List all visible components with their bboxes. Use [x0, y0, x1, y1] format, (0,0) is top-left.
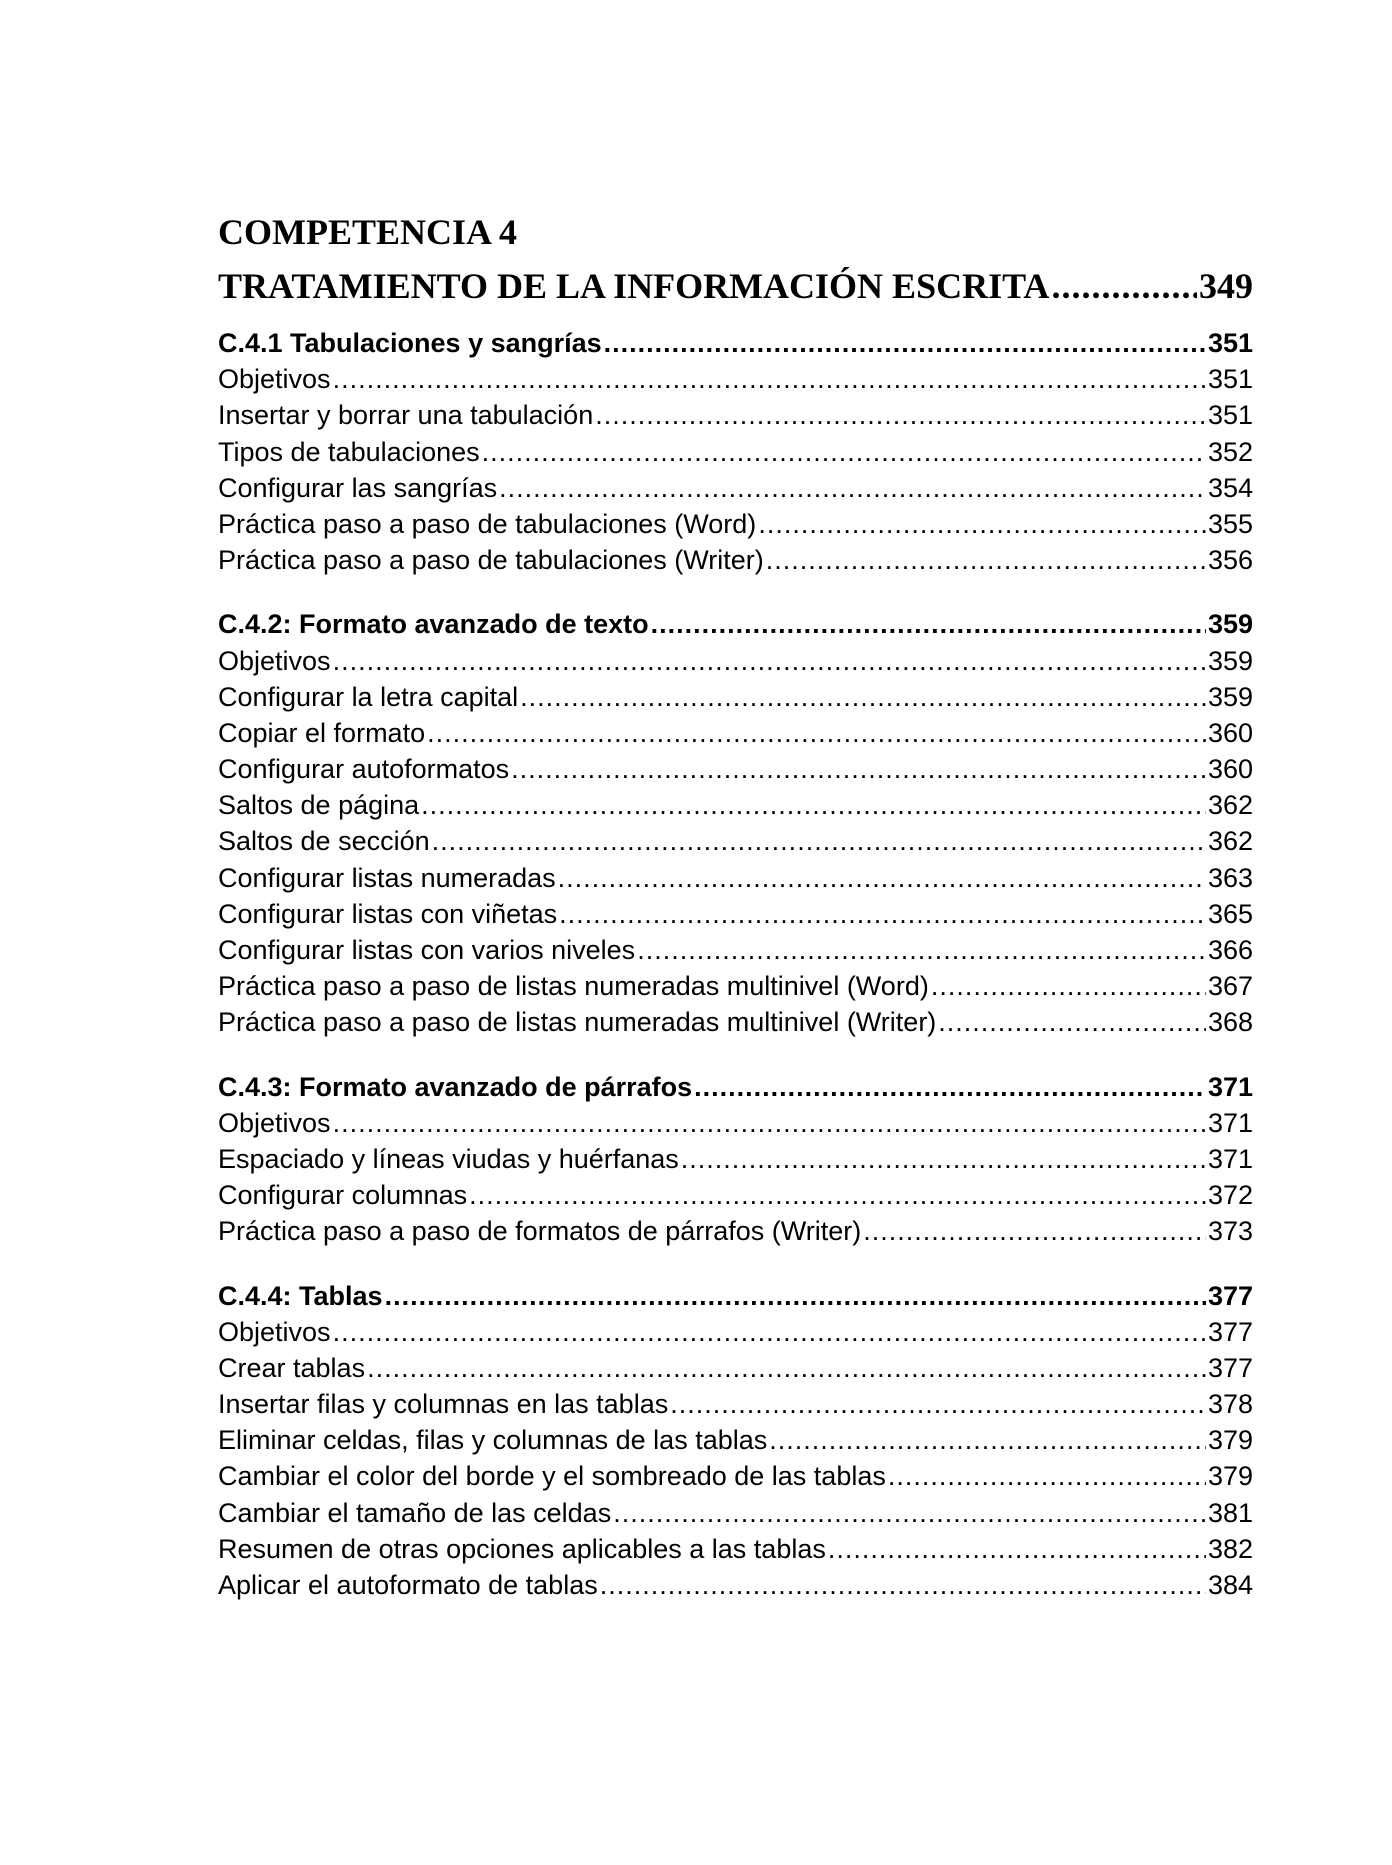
- entry-label: Insertar filas y columnas en las tablas: [218, 1389, 669, 1420]
- dot-leader: [469, 1177, 1206, 1213]
- entry-page-number: 362: [1207, 826, 1253, 857]
- entry-label: Configurar la letra capital: [218, 681, 519, 712]
- toc-entry[interactable]: [218, 1213, 1253, 1249]
- toc-entry[interactable]: [218, 1458, 1253, 1494]
- dot-leader: [888, 1458, 1206, 1494]
- dot-leader: [558, 860, 1206, 896]
- chapter-page-number: 349: [1199, 266, 1253, 306]
- entry-label: Objetivos: [218, 645, 331, 676]
- toc-entry[interactable]: [218, 1350, 1253, 1386]
- dot-leader: [613, 1495, 1206, 1531]
- entry-label: Configurar columnas: [218, 1180, 468, 1211]
- entry-label: Configurar listas con varios niveles: [218, 935, 636, 965]
- entry-label: Aplicar el autoformato de tablas: [218, 1570, 598, 1600]
- toc-entry[interactable]: [218, 932, 1253, 968]
- dot-leader: [769, 1422, 1206, 1458]
- toc-entry[interactable]: [218, 361, 1253, 397]
- entry-page-number: 360: [1207, 754, 1253, 785]
- toc-entry[interactable]: [218, 1386, 1253, 1422]
- dot-leader: [681, 1141, 1206, 1177]
- entry-page-number: 360: [1207, 717, 1253, 748]
- toc-entry[interactable]: [218, 1314, 1253, 1350]
- toc-entry[interactable]: [218, 751, 1253, 787]
- entry-page-number: 359: [1207, 681, 1253, 712]
- entry-page-number: 382: [1207, 1533, 1253, 1564]
- dot-leader: [931, 968, 1206, 1004]
- dot-leader: [333, 361, 1206, 397]
- entry-page-number: 379: [1207, 1461, 1253, 1492]
- entry-page-number: 359: [1207, 645, 1253, 676]
- chapter-title-entry: [218, 259, 1253, 313]
- dot-leader: [863, 1213, 1206, 1249]
- dot-leader: [828, 1531, 1206, 1567]
- entry-label: Configurar las sangrías: [218, 472, 498, 503]
- toc-entry[interactable]: [218, 470, 1253, 506]
- toc-entry[interactable]: [218, 968, 1253, 1004]
- dot-leader: [651, 606, 1206, 642]
- entry-page-number: 366: [1207, 935, 1253, 965]
- toc-entry[interactable]: [218, 434, 1253, 470]
- entry-label: Insertar y borrar una tabulación: [218, 400, 594, 431]
- toc-entry[interactable]: [218, 643, 1253, 679]
- toc-entry[interactable]: [218, 1531, 1253, 1567]
- section-heading[interactable]: [218, 325, 1253, 361]
- entry-page-number: 378: [1207, 1389, 1253, 1420]
- toc-entry[interactable]: [218, 1105, 1253, 1141]
- toc-entry[interactable]: [218, 860, 1253, 896]
- dot-leader: [499, 470, 1206, 506]
- entry-page-number: 363: [1207, 862, 1253, 893]
- entry-page-number: 377: [1207, 1352, 1253, 1383]
- dot-leader: [604, 325, 1206, 361]
- dot-leader: [385, 1278, 1206, 1314]
- dot-leader: [670, 1386, 1206, 1422]
- chapter-title-line2: TRATAMIENTO DE LA INFORMACIÓN ESCRITA: [218, 266, 1050, 306]
- entry-label: Cambiar el tamaño de las celdas: [218, 1497, 612, 1528]
- entry-label: Cambiar el color del borde y el sombreado de las tablas: [218, 1461, 886, 1492]
- entry-page-number: 367: [1207, 971, 1253, 1002]
- dot-leader: [432, 823, 1206, 859]
- toc-entry[interactable]: [218, 397, 1253, 433]
- toc-entry[interactable]: [218, 506, 1253, 542]
- entry-label: Configurar listas con viñetas: [218, 898, 558, 929]
- dot-leader: [333, 643, 1206, 679]
- dot-leader: [427, 715, 1206, 751]
- chapter-title-line1: COMPETENCIA 4: [218, 212, 518, 252]
- entry-label: Práctica paso a paso de tabulaciones (Word): [218, 508, 757, 539]
- toc-section: [218, 606, 1253, 1040]
- dot-leader: [511, 751, 1206, 787]
- entry-label: Copiar el formato: [218, 717, 426, 748]
- toc-sections: [218, 325, 1253, 1603]
- section-page-number: 377: [1207, 1280, 1253, 1311]
- entry-page-number: 351: [1207, 400, 1253, 431]
- entry-label: Práctica paso a paso de formatos de párrafos (Writer): [218, 1216, 862, 1247]
- toc-entry[interactable]: [218, 1495, 1253, 1531]
- entry-label: Objetivos: [218, 364, 331, 395]
- section-title: C.4.3: Formato avanzado de párrafos: [218, 1071, 693, 1102]
- entry-page-number: 381: [1207, 1497, 1253, 1528]
- dot-leader: [1051, 259, 1197, 313]
- entry-label: Eliminar celdas, filas y columnas de las tablas: [218, 1425, 768, 1456]
- toc-section: [218, 1278, 1253, 1604]
- entry-label: Objetivos: [218, 1107, 331, 1138]
- toc-entry[interactable]: [218, 1567, 1253, 1603]
- entry-label: Espaciado y líneas viudas y huérfanas: [218, 1143, 679, 1174]
- toc-entry[interactable]: [218, 1422, 1253, 1458]
- dot-leader: [766, 542, 1206, 578]
- dot-leader: [333, 1314, 1206, 1350]
- entry-label: Práctica paso a paso de tabulaciones (Writer): [218, 545, 764, 576]
- toc-entry[interactable]: [218, 542, 1253, 578]
- toc-entry[interactable]: [218, 1004, 1253, 1040]
- entry-page-number: 373: [1207, 1216, 1253, 1247]
- section-page-number: 371: [1207, 1071, 1253, 1102]
- dot-leader: [637, 932, 1206, 968]
- dot-leader: [333, 1105, 1206, 1141]
- dot-leader: [694, 1069, 1206, 1105]
- dot-leader: [520, 679, 1206, 715]
- dot-leader: [421, 787, 1206, 823]
- section-title: C.4.2: Formato avanzado de texto: [218, 609, 649, 640]
- section-page-number: 359: [1207, 609, 1253, 640]
- entry-page-number: 351: [1207, 364, 1253, 395]
- toc-entry[interactable]: [218, 896, 1253, 932]
- entry-page-number: 362: [1207, 790, 1253, 821]
- entry-label: Práctica paso a paso de listas numeradas multinivel (Writer): [218, 1007, 937, 1038]
- entry-page-number: 354: [1207, 472, 1253, 503]
- entry-page-number: 371: [1207, 1143, 1253, 1174]
- entry-page-number: 368: [1207, 1007, 1253, 1038]
- entry-page-number: 356: [1207, 545, 1253, 576]
- toc-section: [218, 1069, 1253, 1250]
- entry-page-number: 384: [1207, 1570, 1253, 1600]
- section-title: C.4.1 Tabulaciones y sangrías: [218, 328, 602, 358]
- toc-entry[interactable]: [218, 715, 1253, 751]
- entry-page-number: 371: [1207, 1107, 1253, 1138]
- table-of-contents: [218, 205, 1253, 1603]
- entry-label: Resumen de otras opciones aplicables a las tablas: [218, 1533, 826, 1564]
- dot-leader: [559, 896, 1206, 932]
- toc-entry[interactable]: [218, 787, 1253, 823]
- entry-label: Práctica paso a paso de listas numeradas multinivel (Word): [218, 971, 929, 1002]
- entry-page-number: 377: [1207, 1316, 1253, 1347]
- entry-page-number: 372: [1207, 1180, 1253, 1211]
- dot-leader: [758, 506, 1206, 542]
- section-heading[interactable]: [218, 1069, 1253, 1105]
- dot-leader: [595, 397, 1206, 433]
- dot-leader: [482, 434, 1206, 470]
- entry-page-number: 352: [1207, 436, 1253, 467]
- entry-page-number: 355: [1207, 508, 1253, 539]
- chapter-title: [218, 205, 1253, 313]
- entry-label: Crear tablas: [218, 1352, 366, 1383]
- section-page-number: 351: [1207, 328, 1253, 358]
- entry-label: Tipos de tabulaciones: [218, 436, 480, 467]
- section-heading[interactable]: [218, 606, 1253, 642]
- dot-leader: [367, 1350, 1206, 1386]
- entry-label: Objetivos: [218, 1316, 331, 1347]
- entry-label: Configurar listas numeradas: [218, 862, 556, 893]
- entry-page-number: 365: [1207, 898, 1253, 929]
- toc-entry[interactable]: [218, 1177, 1253, 1213]
- entry-label: Configurar autoformatos: [218, 754, 510, 785]
- toc-entry[interactable]: [218, 823, 1253, 859]
- toc-entry[interactable]: [218, 1141, 1253, 1177]
- dot-leader: [600, 1567, 1206, 1603]
- entry-page-number: 379: [1207, 1425, 1253, 1456]
- toc-section: [218, 325, 1253, 578]
- entry-label: Saltos de página: [218, 790, 420, 821]
- entry-label: Saltos de sección: [218, 826, 430, 857]
- section-title: C.4.4: Tablas: [218, 1280, 383, 1311]
- toc-entry[interactable]: [218, 679, 1253, 715]
- dot-leader: [938, 1004, 1206, 1040]
- section-heading[interactable]: [218, 1278, 1253, 1314]
